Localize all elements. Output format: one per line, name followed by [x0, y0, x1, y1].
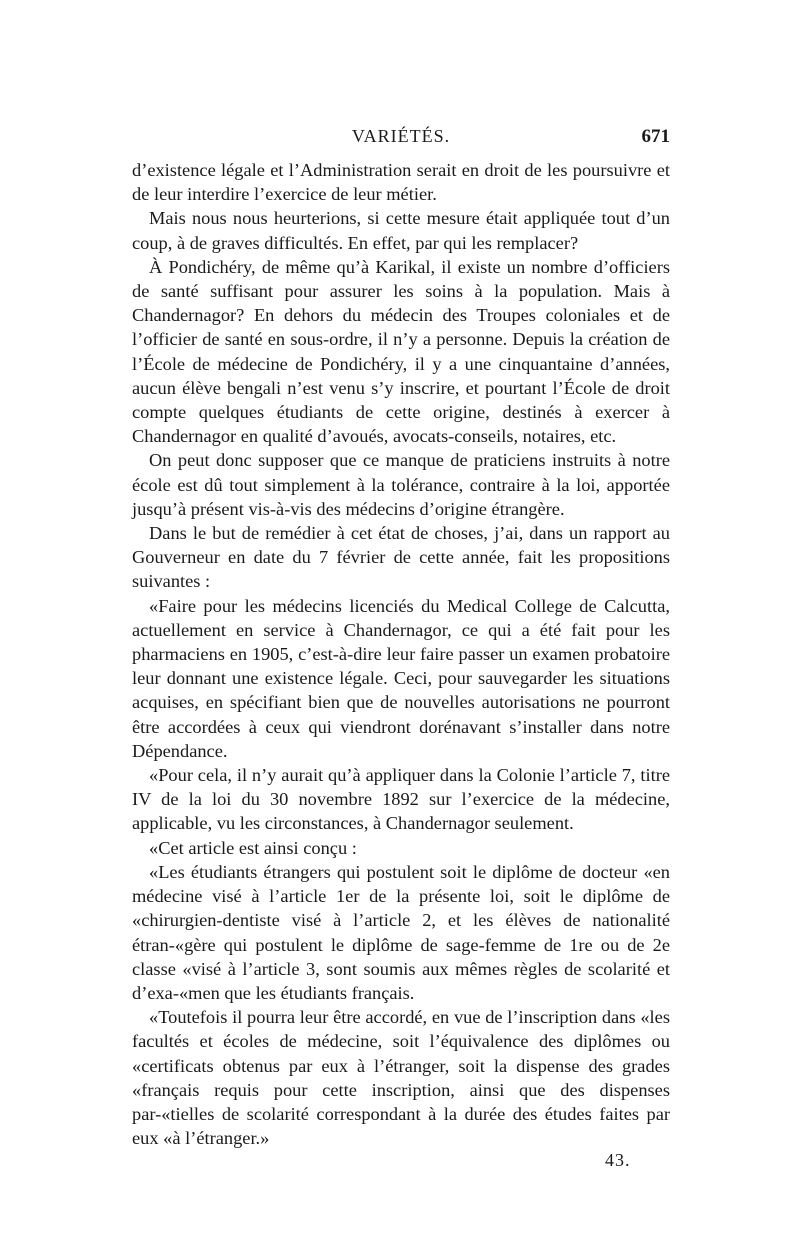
paragraph: «Faire pour les médecins licenciés du Medical College de Calcutta, actuellement en service à Chandernagor, ce qui a été fait pour les pharmaciens en 1905, c’est-à-dire leur faire passer un examen probatoire leur donnant une existence légale. Ceci, pour sauvegarder les situations acquises, en spécifiant bien que de nouvelles autorisations ne pourront être accordées à ceux qui viendront dorénavant s’installer dans notre Dépendance.	[132, 595, 670, 761]
page-number: 671	[641, 126, 670, 147]
paragraph: Dans le but de remédier à cet état de choses, j’ai, dans un rapport au Gouverneur en date du 7 février de cette année, fait les propositions suivantes :	[132, 523, 670, 592]
paragraph: À Pondichéry, de même qu’à Karikal, il existe un nombre d’officiers de santé suffisant pour assurer les soins à la population. Mais à Chandernagor? En dehors du médecin des Troupes coloniales et de l’officier de santé en sous-ordre, il n’y a personne. Depuis la création de l’École de médecine de Pondichéry, il y a une cinquantaine d’années, aucun élève bengali n’est venu s’y inscrire, et pourtant l’École de droit compte quelques étudiants de cette origine, destinés à exercer à Chandernagor en qualité d’avoués, avocats-conseils, notaires, etc.	[132, 256, 670, 447]
paragraph: «Pour cela, il n’y aurait qu’à appliquer dans la Colonie l’article 7, titre IV de la loi du 30 novembre 1892 sur l’exercice de la médecine, applicable, vu les circonstances, à Chandernagor seulement.	[132, 765, 670, 834]
paragraph: «Toutefois il pourra leur être accordé, en vue de l’inscription dans «les facultés et écoles de médecine, soit l’équivalence des diplômes ou «certificats obtenus par eux à l’étranger, soit la dispense des grades «français requis pour cette inscription, ainsi que des dispenses par-«tielles de scolarité correspondant à la durée des études faites par eux «à l’étranger.»	[132, 1007, 670, 1149]
running-head	[132, 126, 670, 150]
paragraph: d’existence légale et l’Administration serait en droit de les poursuivre et de leur interdire l’exercice de leur métier.	[132, 160, 670, 205]
paragraph: «Les étudiants étrangers qui postulent soit le diplôme de docteur «en médecine visé à l’article 1er de la présente loi, soit le diplôme de «chirurgien-dentiste visé à l’article 2, et les élèves de nationalité étran-«gère qui postulent le diplôme de sage-femme de 1re ou de 2e classe «visé à l’article 3, sont soumis aux mêmes règles de scolarité et d’exa-«men que les étudiants français.	[132, 861, 670, 1003]
paragraph: Mais nous nous heurterions, si cette mesure était appliquée tout d’un coup, à de graves difficultés. En effet, par qui les remplacer?	[132, 208, 670, 253]
paragraph: «Cet article est ainsi conçu :	[149, 837, 357, 858]
running-title: VARIÉTÉS.	[351, 126, 451, 146]
signature-mark: 43.	[605, 1150, 631, 1170]
paragraph: On peut donc supposer que ce manque de praticiens instruits à notre école est dû tout simplement à la tolérance, contraire à la loi, apportée jusqu’à présent vis-à-vis des médecins d’origine étrangère.	[132, 450, 670, 519]
body-text	[132, 158, 670, 1150]
